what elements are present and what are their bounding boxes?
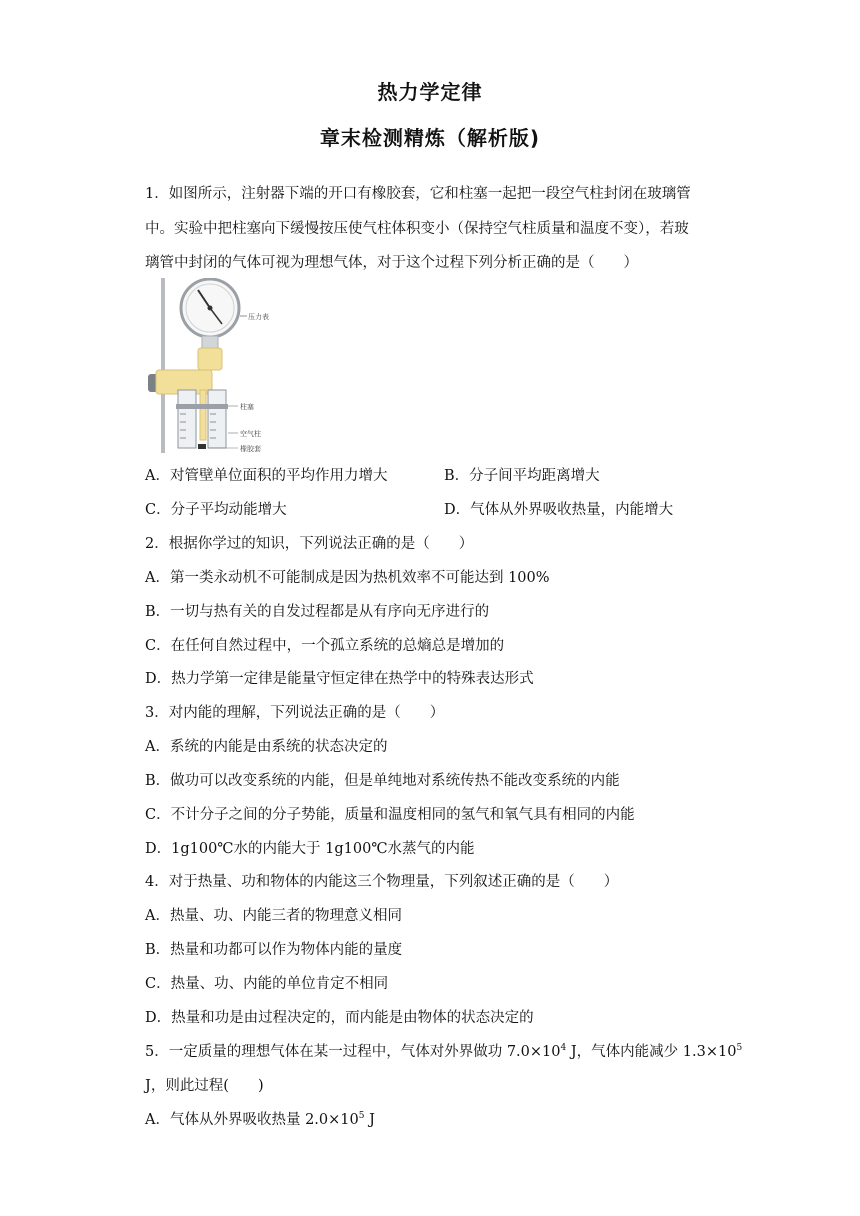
- q3-option-c: C．不计分子之间的分子势能，质量和温度相同的氢气和氧气具有相同的内能: [145, 807, 635, 823]
- air-column-label: 空气柱: [240, 430, 261, 438]
- q3-option-b: B．做功可以改变系统的内能，但是单纯地对系统传热不能改变系统的内能: [145, 773, 620, 789]
- syringe-barrel-left: [178, 390, 196, 448]
- q5-stem-line1: [145, 1042, 742, 1062]
- q1-stem-line3: 璃管中封闭的气体可视为理想气体，对于这个过程下列分析正确的是（ ）: [145, 255, 638, 271]
- q1-stem-line1: 1．如图所示，注射器下端的开口有橡胶套，它和柱塞一起把一段空气柱封闭在玻璃管: [145, 186, 691, 202]
- document-subtitle: 章末检测精炼（解析版): [319, 126, 541, 150]
- q1-option-c: C．分子平均动能增大: [145, 502, 287, 518]
- rubber-cap: [198, 444, 206, 449]
- q3-option-d: D．1g100℃水的内能大于 1g100℃水蒸气的内能: [145, 841, 475, 857]
- stand-rod: [161, 278, 165, 453]
- rubber-cap-label: 橡胶套: [240, 445, 261, 453]
- plunger-label: 柱塞: [240, 403, 254, 411]
- gauge-label: 压力表: [248, 313, 269, 321]
- q1-option-b: B．分子间平均距离增大: [444, 468, 600, 484]
- q5-option-a: [145, 1110, 375, 1130]
- q2-option-b: B．一切与热有关的自发过程都是从有序向无序进行的: [145, 604, 490, 620]
- q4-option-a: A．热量、功、内能三者的物理意义相同: [145, 908, 402, 924]
- q4-option-b: B．热量和功都可以作为物体内能的量度: [145, 942, 403, 958]
- q5-option-a-exponent: 5: [358, 1111, 365, 1121]
- plunger-head: [176, 404, 228, 409]
- q3-option-a: A．系统的内能是由系统的状态决定的: [145, 739, 388, 755]
- q2-option-c: C．在任何自然过程中，一个孤立系统的总熵总是增加的: [145, 638, 505, 654]
- q5-option-a-unit: J: [364, 1112, 375, 1128]
- gauge-pivot: [208, 306, 213, 311]
- q4-option-c: C．热量、功、内能的单位肯定不相同: [145, 976, 389, 992]
- q2-option-d: D．热力学第一定律是能量守恒定律在热学中的特殊表达形式: [145, 671, 534, 687]
- syringe-pressure-gauge-figure: [142, 278, 282, 458]
- q5-stem-part-b: J，气体内能减少 1.3×10: [566, 1044, 737, 1060]
- q1-option-a: A．对管壁单位面积的平均作用力增大: [145, 468, 388, 484]
- plunger-rod: [200, 390, 206, 440]
- q5-option-a-text: A．气体从外界吸收热量 2.0×10: [145, 1112, 359, 1128]
- q1-stem-line2: 中。实验中把柱塞向下缓慢按压使气柱体积变小（保持空气柱质量和温度不变），若玻: [145, 221, 689, 237]
- q4-option-d: D．热量和功是由过程决定的，而内能是由物体的状态决定的: [145, 1010, 534, 1026]
- q5-exponent-a: 4: [560, 1043, 567, 1053]
- q1-option-d: D．气体从外界吸收热量，内能增大: [444, 502, 674, 518]
- q2-option-a: A．第一类永动机不可能制成是因为热机效率不可能达到 100%: [145, 570, 550, 586]
- q5-stem-line2: J，则此过程( ): [145, 1078, 264, 1094]
- q2-stem: 2．根据你学过的知识，下列说法正确的是（ ）: [145, 536, 474, 552]
- q3-stem: 3．对内能的理解，下列说法正确的是（ ）: [145, 705, 445, 721]
- gauge-connector: [198, 348, 222, 370]
- syringe-barrel-right: [208, 390, 226, 448]
- q5-exponent-b: 5: [736, 1043, 743, 1053]
- q5-stem-part-a: 5．一定质量的理想气体在某一过程中，气体对外界做功 7.0×10: [145, 1044, 561, 1060]
- document-title: 热力学定律: [377, 80, 483, 104]
- q4-stem: 4．对于热量、功和物体的内能这三个物理量，下列叙述正确的是（ ）: [145, 874, 619, 890]
